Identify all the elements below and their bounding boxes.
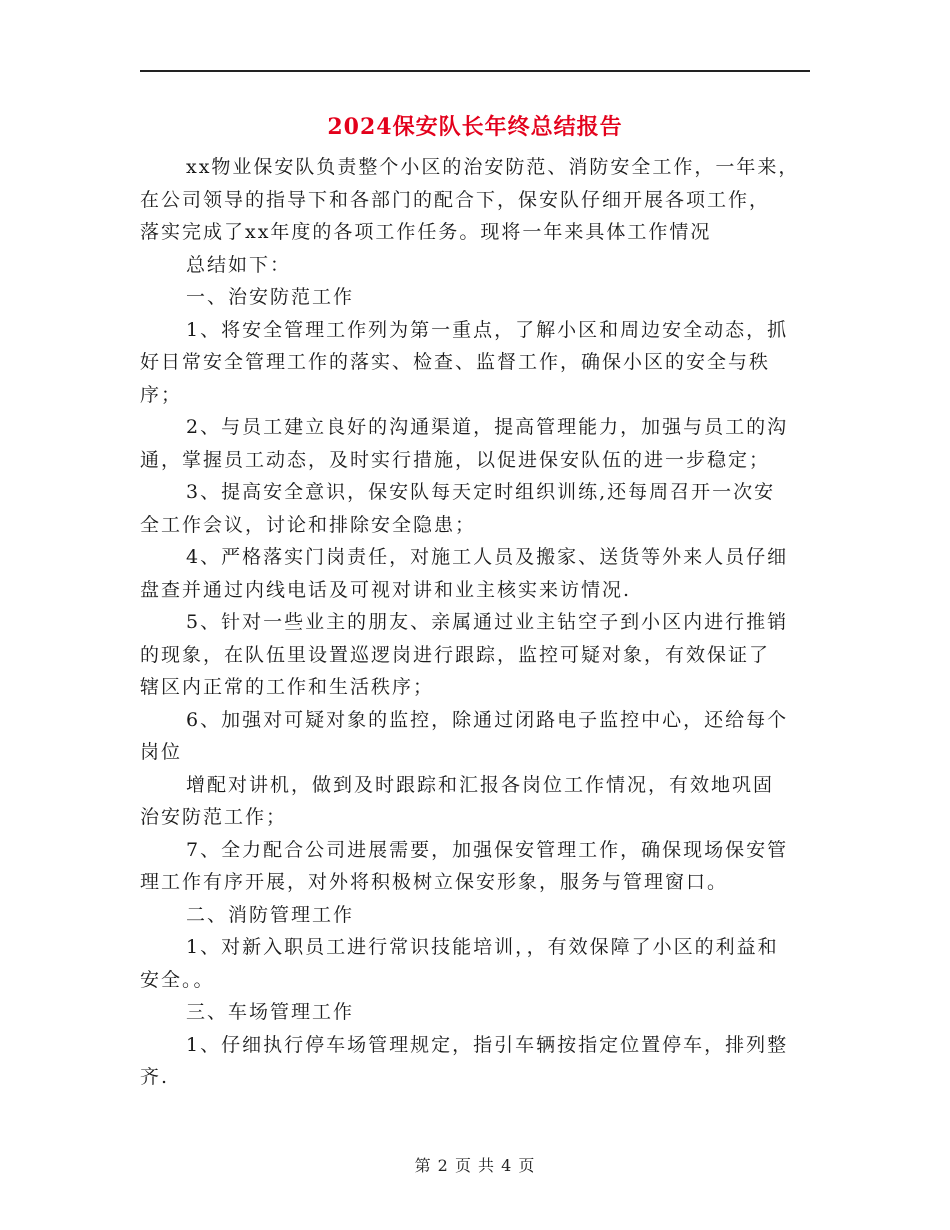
paragraph-line: xx物业保安队负责整个小区的治安防范、消防安全工作，一年来， — [186, 156, 800, 178]
paragraph — [140, 834, 812, 899]
paragraph — [140, 411, 812, 476]
paragraph-line: 好日常安全管理工作的落实、检查、监督工作，确保小区的安全与秩 — [140, 351, 771, 373]
paragraph — [140, 931, 812, 996]
document-body — [140, 151, 812, 1094]
paragraph — [140, 151, 812, 249]
paragraph-line: 一、治安防范工作 — [186, 286, 355, 308]
paragraph — [140, 606, 812, 704]
paragraph — [140, 704, 812, 769]
paragraph-line: 通，掌握员工动态，及时实行措施，以促进保安队伍的进一步稳定； — [140, 448, 771, 471]
paragraph-line: 落实完成了xx年度的各项工作任务。现将一年来具体工作情况 — [140, 221, 712, 243]
paragraph-line: 安全。。 — [140, 968, 215, 991]
paragraph-line: 5、针对一些业主的朋友、亲属通过业主钻空子到小区内进行推销 — [186, 611, 789, 633]
paragraph-line: 2、与员工建立良好的沟通渠道，提高管理能力，加强与员工的沟 — [186, 416, 789, 438]
paragraph-line: 1、仔细执行停车场管理规定，指引车辆按指定位置停车，排列整 — [186, 1033, 789, 1056]
page-footer: 第 2 页 共 4 页 — [414, 1156, 536, 1175]
paragraph — [140, 476, 812, 541]
paragraph-line: 辖区内正常的工作和生活秩序； — [140, 676, 435, 698]
paragraph-line: 的现象，在队伍里设置巡逻岗进行跟踪，监控可疑对象，有效保证了 — [140, 643, 771, 666]
paragraph-line: 岗位 — [140, 741, 183, 763]
paragraph-line: 全工作会议，讨论和排除安全隐患； — [140, 513, 477, 536]
paragraph-line: 理工作有序开展，对外将积极树立保安形象，服务与管理窗口。 — [140, 871, 729, 893]
paragraph-line: 治安防范工作； — [140, 806, 288, 828]
paragraph-line: 在公司领导的指导下和各部门的配合下，保安队仔细开展各项工作， — [140, 188, 771, 211]
document-title: 2024保安队长年终总结报告 — [327, 114, 623, 140]
paragraph — [140, 314, 812, 412]
paragraph — [140, 1029, 812, 1094]
paragraph — [140, 769, 812, 834]
paragraph-line: 4、严格落实门岗责任，对施工人员及搬家、送货等外来人员仔细 — [186, 546, 789, 568]
paragraph-line: 三、车场管理工作 — [186, 1001, 355, 1023]
paragraph-line: 3、提高安全意识，保安队每天定时组织训练,还每周召开一次安 — [186, 481, 776, 503]
paragraph — [140, 996, 812, 1029]
paragraph-line: 1、将安全管理工作列为第一重点，了解小区和周边安全动态，抓 — [186, 318, 789, 341]
paragraph — [140, 541, 812, 606]
paragraph-line: 增配对讲机，做到及时跟踪和汇报各岗位工作情况，有效地巩固 — [186, 773, 775, 796]
paragraph-line: 7、全力配合公司进展需要，加强保安管理工作，确保现场保安管 — [186, 838, 789, 861]
paragraph-line: 6、加强对可疑对象的监控，除通过闭路电子监控中心，还给每个 — [186, 708, 789, 731]
paragraph-line: 齐. — [140, 1066, 170, 1088]
paragraph — [140, 281, 812, 314]
paragraph-line: 总结如下： — [186, 253, 292, 276]
paragraph — [140, 899, 812, 932]
paragraph — [140, 249, 812, 282]
paragraph-line: 1、对新入职员工进行常识技能培训，，有效保障了小区的利益和 — [186, 936, 779, 958]
header-rule — [140, 70, 810, 72]
paragraph-line: 二、消防管理工作 — [186, 903, 355, 926]
paragraph-line: 盘查并通过内线电话及可视对讲和业主核实来访情况. — [140, 578, 632, 601]
paragraph-line: 序； — [140, 383, 183, 406]
